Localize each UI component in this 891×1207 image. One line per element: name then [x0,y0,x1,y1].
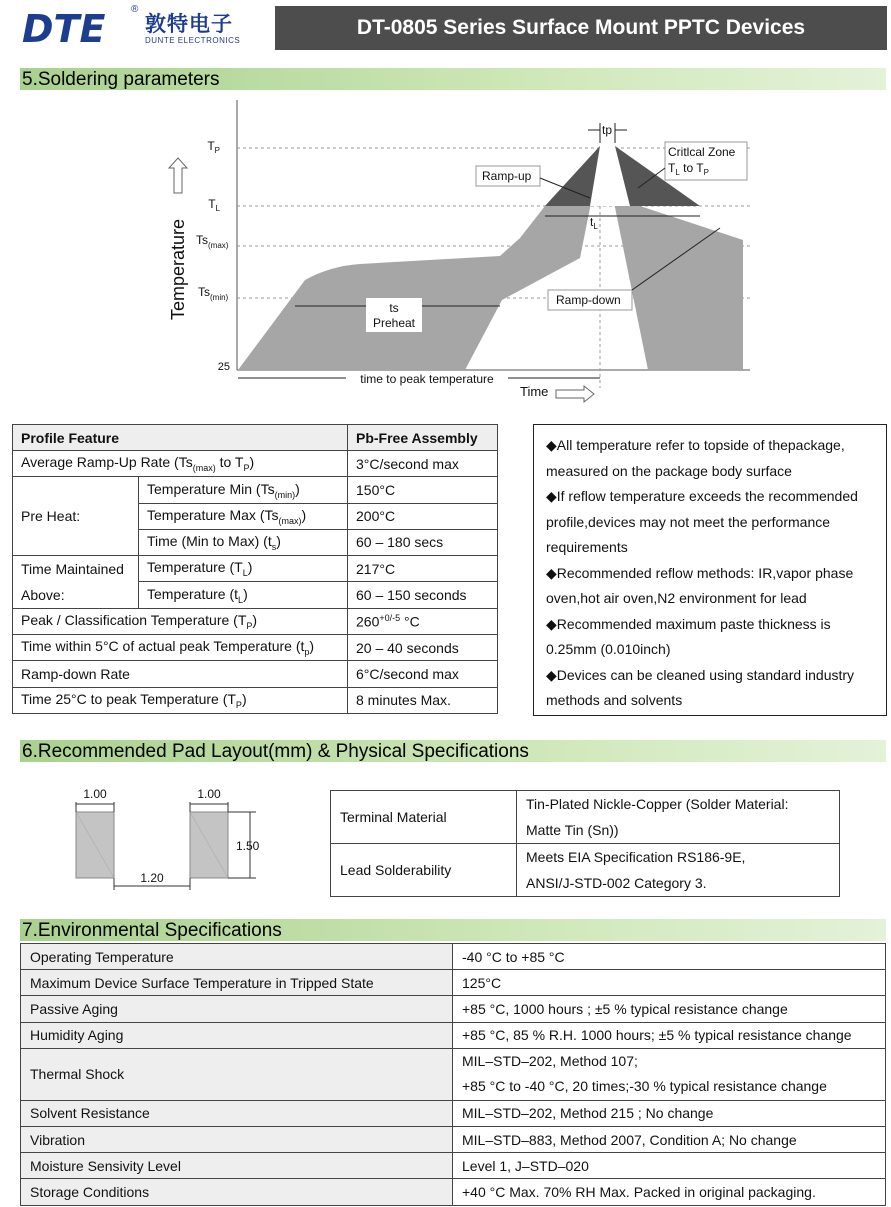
physical-specs-table [330,790,840,897]
table-row: Average Ramp-Up Rate ($Ts_{(max)}$ to $T_P$) 3°C/second max [13,451,498,477]
table-row: Humidity Aging +85 °C, 85 % R.H. 1000 hours; ±5 % typical resistance change [21,1022,886,1048]
logo-text: DTE [22,8,106,48]
tp-label: tp [601,123,613,137]
time-right-arrow [556,386,594,402]
pad-layout-diagram [60,782,280,892]
table-row: Temperature $(t_L)$ 60 – 150 seconds [13,582,498,609]
table-row: Maximum Device Surface Temperature in Tripped State 125°C [21,970,886,996]
section-bar-environmental [20,919,886,941]
table-row: Vibration MIL–STD–883, Method 2007, Condition A; No change [21,1126,886,1152]
note-item: ◆Recommended maximum paste thickness is 0.25mm (0.010inch) [546,615,831,657]
svg-text:TL: $T_L$ [208,197,220,213]
reflow-profile-diagram [160,98,760,408]
section-title: 7.Environmental Specifications [22,920,282,941]
header-pb-free: Pb-Free Assembly [348,425,498,451]
svg-text:Preheat: Preheat [372,316,416,330]
left-pad-width: 1.00 [83,787,107,801]
pad-height: 1.50 [236,839,260,853]
table-row: Pre Heat: Temperature Min $(Ts_{(min)})$ 150°C [13,477,498,503]
pad-gap: 1.20 [140,871,164,885]
svg-text:Ts(min): $Ts_{(min)}$ [198,285,229,302]
preheat-group-label: Pre Heat: [13,477,139,556]
header-profile-feature: Profile Feature [13,425,348,451]
table-row: Solvent Resistance MIL–STD–202, Method 215 ; No change [21,1100,886,1126]
table-row: Terminal Material Tin-Plated Nickle-Copper (Solder Material: Matte Tin (Sn)) [331,791,840,844]
table-row: Storage Conditions +40 °C Max. 70% RH Max. Packed in original packaging. [21,1179,886,1205]
svg-text:TL to TP: $T_L$ to $T_P$ [668,161,709,177]
svg-text:ts: ts [389,301,399,315]
right-pad-width: 1.00 [197,787,221,801]
svg-text:tL: $t_L$ [590,215,598,231]
y-axis-label: Temperature [168,218,188,320]
note-item: ◆Devices can be cleaned using standard industry methods and solvents [546,666,855,708]
table-row: Time Maintained Above: Temperature $(T_L)$ 217°C [13,555,498,582]
x-axis-label: Time [520,384,549,399]
svg-text:TP: $T_P$ [207,139,220,155]
table-header-row [13,425,498,451]
maintained-group-label: Time Maintained Above: [13,555,139,608]
section-title: 5.Soldering parameters [22,69,220,90]
table-row: Passive Aging +85 °C, 1000 hours ; ±5 % typical resistance change [21,996,886,1022]
table-row: Time within 5°C of actual peak Temperature $(t_p)$ 20 – 40 seconds [13,635,498,661]
reflow-notes-box [533,424,887,716]
table-row: Peak / Classification Temperature $(T_P)$ $260^{+0/-5}$ °C [13,608,498,634]
page-header [0,0,891,58]
logo-english-name: DUNTE ELECTRONICS [145,36,241,45]
logo-chinese-name: 敦特电子 [145,12,233,36]
ambient-label: 25 [217,361,230,373]
table-row: Ramp-down Rate 6°C/second max [13,661,498,687]
table-row: Time 25°C to peak Temperature $(T_P)$ 8 minutes Max. [13,687,498,713]
table-row: Operating Temperature -40 °C to +85 °C [21,944,886,970]
section-title: 6.Recommended Pad Layout(mm) & Physical Specifications [22,741,529,762]
note-item: ◆All temperature refer to topside of thepackage, measured on the package body surface [546,437,845,479]
note-item: ◆Recommended reflow methods: IR,vapor phase oven,hot air oven,N2 environment for lead [546,564,854,606]
section-bar-soldering [20,68,886,90]
svg-text:Ramp-down: Ramp-down [556,293,621,307]
section-bar-pad-layout [20,740,886,762]
document-title: DT-0805 Series Surface Mount PPTC Devices [275,6,887,50]
table-row: Lead Solderability Meets EIA Specification RS186-9E, ANSI/J-STD-002 Category 3. [331,844,840,897]
table-row: Temperature Max $(Ts_{(max)})$ 200°C [13,503,498,529]
svg-text:Ts(max): $Ts_{(max)}$ [196,233,229,250]
svg-text:Critlcal Zone: Critlcal Zone [668,145,736,159]
svg-text:Ramp-up: Ramp-up [482,169,532,183]
profile-feature-table [12,424,498,714]
registered-mark: ® [131,4,139,15]
environmental-specs-table [20,943,886,1206]
table-row: Time (Min to Max) $(t_s)$ 60 – 180 secs [13,529,498,555]
table-row: Moisture Sensivity Level Level 1, J–STD–020 [21,1153,886,1179]
table-row: Thermal Shock MIL–STD–202, Method 107; +85 °C to -40 °C, 20 times;-30 % typical resistance change [21,1048,886,1100]
time-to-peak-label: time to peak temperature [360,372,494,386]
dte-logo [20,8,130,48]
temperature-up-arrow [169,158,187,193]
note-item: ◆If reflow temperature exceeds the recommended profile,devices may not meet the performance requirements [546,488,858,555]
